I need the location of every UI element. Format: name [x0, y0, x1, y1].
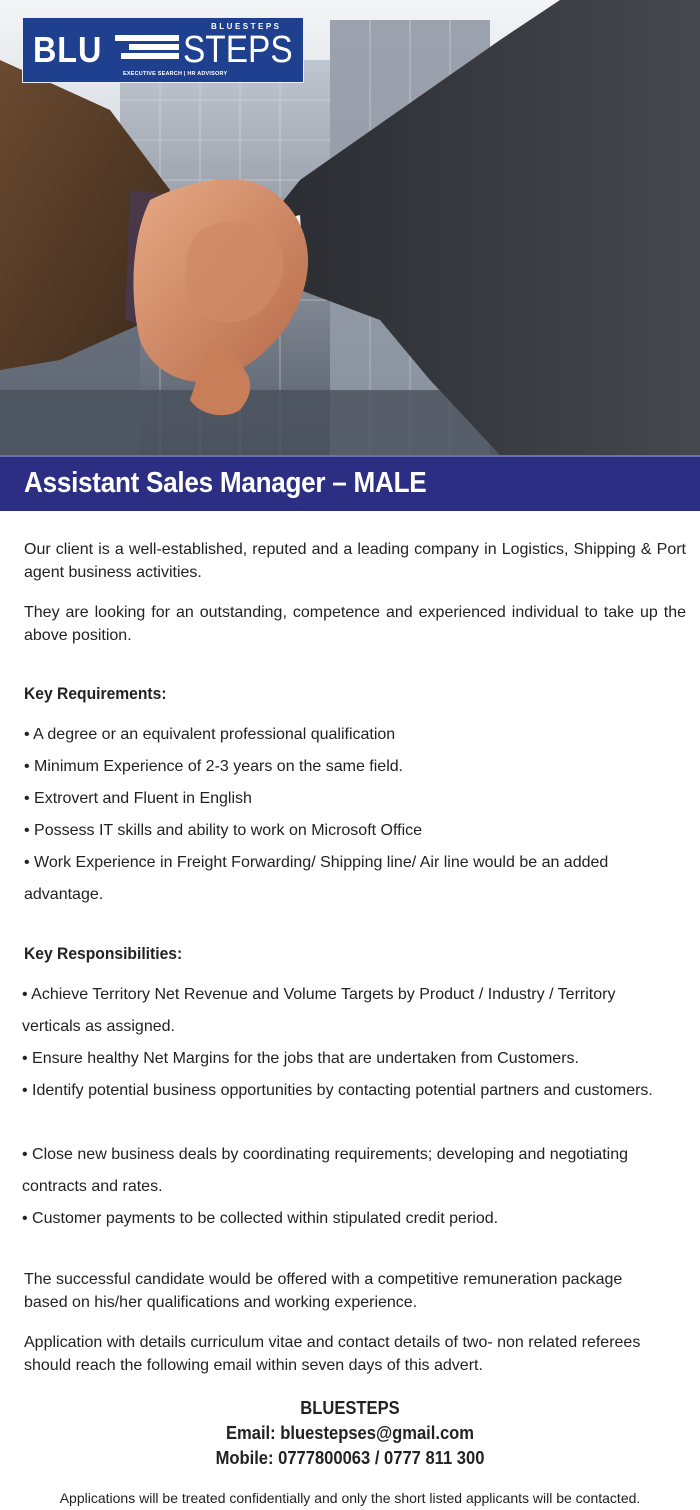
responsibility-item: • Identify potential business opportunities by contacting potential partners and customers.: [22, 1082, 653, 1099]
footer-note: Applications will be treated confidentially and only the short listed applicants will be contacted.: [59, 1490, 641, 1506]
contact-email[interactable]: Email: bluestepses@gmail.com: [225, 1423, 475, 1443]
logo-tagline: EXECUTIVE SEARCH | HR ADVISORY: [123, 71, 228, 77]
contact-mobile[interactable]: Mobile: 0777800063 / 0777 811 300: [215, 1448, 485, 1468]
job-title-banner: [0, 455, 700, 511]
intro-paragraph-2: They are looking for an outstanding, competence and experienced individual to take up the above position.: [24, 604, 686, 644]
requirement-item: • A degree or an equivalent professional qualification: [24, 726, 396, 743]
requirement-item: • Work Experience in Freight Forwarding/ Shipping line/ Air line would be an added advantage.: [24, 854, 609, 903]
requirement-item: • Extrovert and Fluent in English: [24, 790, 252, 807]
closing-paragraph-2: Application with details curriculum vitae and contact details of two- non related referees should reach the following email within seven days of this advert.: [24, 1334, 641, 1374]
job-title: Assistant Sales Manager – MALE: [24, 467, 427, 499]
responsibility-item: • Customer payments to be collected within stipulated credit period.: [22, 1210, 499, 1227]
contact-company: BLUESTEPS: [300, 1398, 400, 1418]
responsibility-item: • Close new business deals by coordinating requirements; developing and negotiating contracts and rates.: [22, 1146, 628, 1195]
bluesteps-logo: [22, 17, 304, 83]
requirements-heading: Key Requirements:: [24, 684, 167, 703]
responsibility-item: • Ensure healthy Net Margins for the jobs that are undertaken from Customers.: [22, 1050, 579, 1067]
intro-paragraph-1: Our client is a well-established, reputed and a leading company in Logistics, Shipping & Port agent business activities.: [24, 541, 686, 581]
logo-stripes-icon: [115, 35, 179, 67]
logo-top-word: BLUESTEPS: [211, 22, 282, 31]
responsibilities-heading: Key Responsibilities:: [24, 944, 183, 963]
closing-paragraph-1: The successful candidate would be offered with a competitive remuneration package based on his/her qualifications and working experience.: [24, 1271, 623, 1311]
responsibility-item: • Achieve Territory Net Revenue and Volume Targets by Product / Industry / Territory verticals as assigned.: [22, 986, 616, 1035]
logo-word-right: STEPS: [183, 29, 293, 71]
requirement-item: • Possess IT skills and ability to work on Microsoft Office: [24, 822, 423, 839]
requirement-item: • Minimum Experience of 2-3 years on the same field.: [24, 758, 404, 775]
logo-word-left: BLU: [33, 29, 103, 70]
